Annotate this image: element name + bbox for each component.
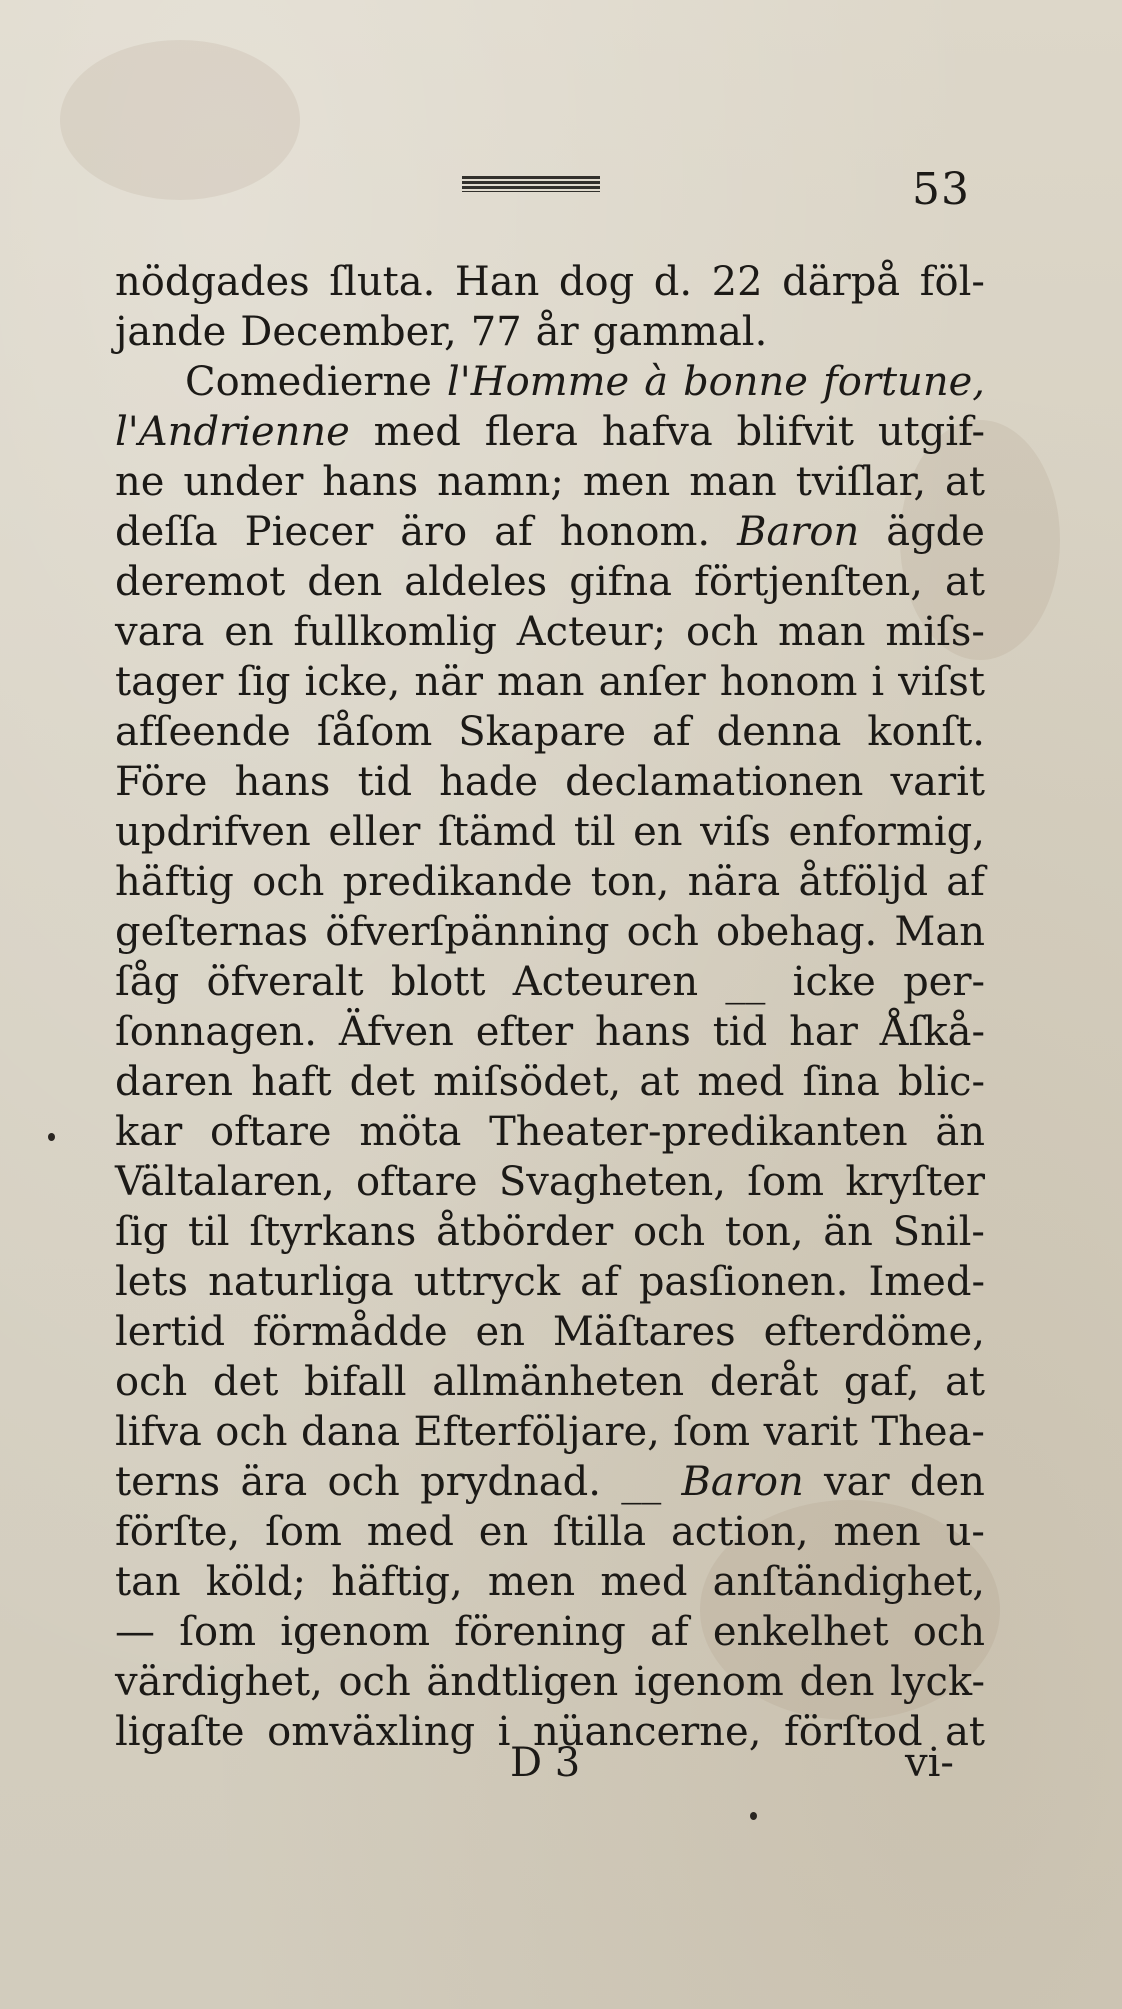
text-line: ſonnagen. Äfven efter hans tid har Åſkå- [115, 1009, 985, 1055]
text-line: deſſa Piecer äro af honom. Baron ägde [115, 509, 985, 555]
text-line: lets naturliga uttryck af pasſionen. Imed- [115, 1259, 985, 1305]
text-line: kar oftare möta Theater-predikanten än [115, 1109, 985, 1155]
paper-stain [60, 40, 300, 200]
text-line: jande December, 77 år gammal. [115, 309, 768, 355]
header-rule [462, 176, 600, 192]
text-line: lifva och dana Efterföljare, ſom varit Thea- [115, 1409, 985, 1455]
margin-dot [750, 1812, 757, 1820]
text-line: ligaſte omväxling i nüancerne, förſtod at [115, 1709, 985, 1755]
text-line: häftig och predikande ton, nära åtföljd af [115, 859, 985, 905]
text-line: terns ära och prydnad. __ Baron var den [115, 1459, 985, 1505]
text-line: — ſom igenom förening af enkelhet och [115, 1609, 985, 1655]
text-line: och det bifall allmänheten deråt gaf, at [115, 1359, 985, 1405]
signature-mark: D 3 [510, 1740, 581, 1786]
text-line: ne under hans namn; men man tviſlar, at [115, 459, 985, 505]
text-line: lertid förmådde en Mäſtares efterdöme, [115, 1309, 985, 1355]
text-line: geſternas öfverſpänning och obehag. Man [115, 909, 985, 955]
text-line: värdighet, och ändtligen igenom den lyck- [115, 1659, 985, 1705]
text-line: förſte, ſom med en ſtilla action, men u- [115, 1509, 985, 1555]
text-line: Vältalaren, oftare Svagheten, ſom kryſter [115, 1159, 985, 1205]
text-line: tager ſig icke, när man anſer honom i viſst [115, 659, 985, 705]
text-line: vara en fullkomlig Acteur; och man miſs- [115, 609, 985, 655]
text-line: ſig til ſtyrkans åtbörder och ton, än Snil- [115, 1209, 985, 1255]
text-line: afſeende ſåſom Skapare af denna konſt. [115, 709, 985, 755]
text-line: Comedierne l'Homme à bonne fortune, [185, 359, 985, 405]
page-number: 53 [912, 164, 970, 215]
margin-dot [48, 1133, 55, 1141]
text-line: l'Andrienne med flera hafva blifvit utgif- [115, 409, 985, 455]
text-line: deremot den aldeles gifna förtjenſten, at [115, 559, 985, 605]
text-line: tan köld; häftig, men med anſtändighet, [115, 1559, 985, 1605]
body-text [115, 257, 985, 1757]
text-line: daren haft det miſsödet, at med ſina blic- [115, 1059, 985, 1105]
catchword: vi- [905, 1740, 954, 1786]
text-line: Före hans tid hade declamationen varit [115, 759, 985, 805]
text-line: updrifven eller ſtämd til en viſs enformig, [115, 809, 985, 855]
text-line: ſåg öfveralt blott Acteuren __ icke per- [115, 959, 985, 1005]
text-line: nödgades ſluta. Han dog d. 22 därpå föl- [115, 259, 985, 305]
